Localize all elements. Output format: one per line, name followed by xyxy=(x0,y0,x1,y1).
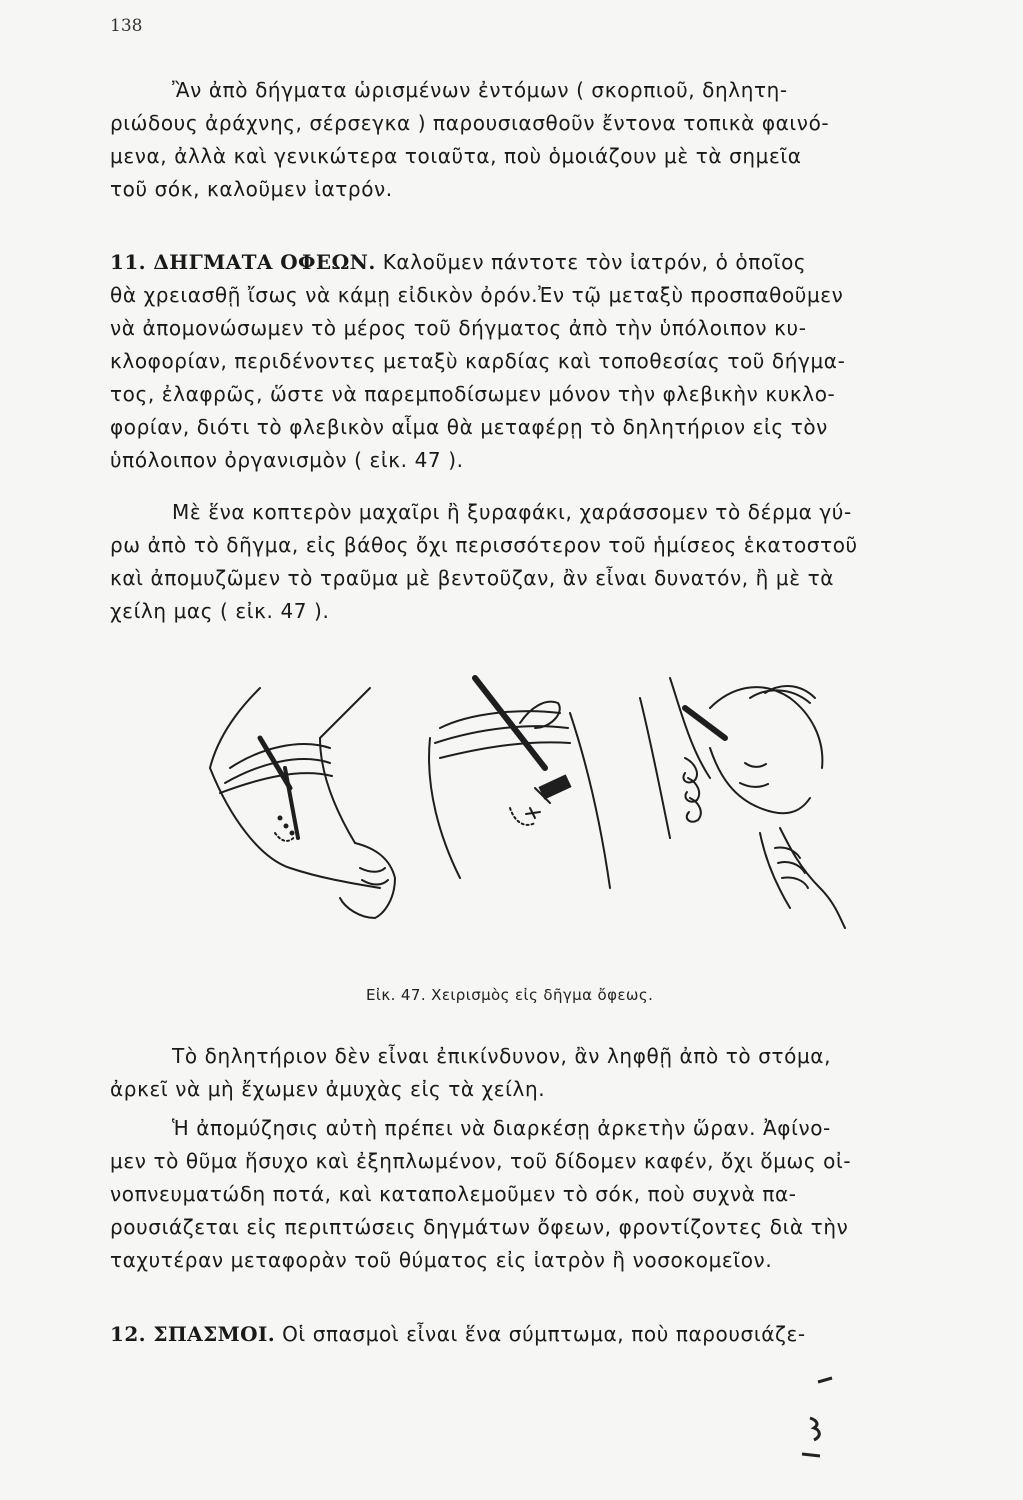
page-number: 138 xyxy=(110,16,143,36)
text-line: ρω ἀπὸ τὸ δῆγμα, εἰς βάθος ὄχι περισσότερον τοῦ ἡμίσεος ἑκατοστοῦ xyxy=(110,533,858,557)
text-line: νὰ ἀπομονώσωμεν τὸ μέρος τοῦ δήγματος ἀπὸ τὴν ὑπόλοιπον κυ- xyxy=(110,316,807,340)
text-line: ὑπόλοιπον ὀργανισμὸν ( εἰκ. 47 ). xyxy=(110,448,464,472)
text-line: ρουσιάζεται εἰς περιπτώσεις δηγμάτων ὄφεων, φροντίζοντες διὰ τὴν xyxy=(110,1215,849,1239)
figure-illustration xyxy=(190,668,890,938)
text-line: μεν τὸ θῦμα ἥσυχο καὶ ἐξηπλωμένον, τοῦ δίδομεν καφέν, ὄχι ὅμως οἰ- xyxy=(110,1149,852,1173)
paragraph-insect-bites xyxy=(110,74,952,206)
text-line: ταχυτέραν μεταφορὰν τοῦ θύματος εἰς ἰατρὸν ἢ νοσοκομεῖον. xyxy=(110,1248,773,1272)
text-line: θὰ χρειασθῇ ἴσως νὰ κάμῃ εἰδικὸν ὀρόν.Ἐν τῷ μεταξὺ προσπαθοῦμεν xyxy=(110,283,844,307)
text-line: Ἂν ἀπὸ δήγματα ὡρισμένων ἐντόμων ( σκορπιοῦ, δηλητη- xyxy=(172,78,788,102)
text-line: Ἡ ἀπομύζησις αὐτὴ πρέπει νὰ διαρκέσῃ ἀρκετὴν ὥραν. Ἀφίνο- xyxy=(172,1116,831,1140)
paragraph-snake-bites xyxy=(110,246,952,477)
suction-drawing xyxy=(640,678,845,928)
text-line: ἀρκεῖ νὰ μὴ ἔχωμεν ἀμυχὰς εἰς τὰ χείλη. xyxy=(110,1077,546,1101)
scan-marks xyxy=(780,1370,900,1470)
text-line: τοῦ σόκ, καλοῦμεν ἰατρόν. xyxy=(110,177,393,201)
text-line: νοπνευματώδη ποτά, καὶ καταπολεμοῦμεν τὸ σόκ, ποὺ συχνὰ πα- xyxy=(110,1182,797,1206)
paragraph-poison-mouth xyxy=(110,1040,952,1106)
text-line: κλοφορίαν, περιδένοντες μεταξὺ καρδίας καὶ τοποθεσίας τοῦ δήγμα- xyxy=(110,349,846,373)
text-line: Τὸ δηλητήριον δὲν εἶναι ἐπικίνδυνον, ἂν ληφθῇ ἀπὸ τὸ στόμα, xyxy=(172,1044,832,1068)
paragraph-suction-duration xyxy=(110,1112,952,1277)
text-line: καὶ ἀπομυζῶμεν τὸ τραῦμα μὲ βεντοῦζαν, ἂν εἶναι δυνατόν, ἢ μὲ τὰ xyxy=(110,566,835,590)
section-heading-spasms: 12. ΣΠΑΣΜΟΙ. xyxy=(110,1322,276,1346)
text-line: Καλοῦμεν πάντοτε τὸν ἰατρόν, ὁ ὁποῖος xyxy=(375,250,807,274)
section-heading-snake-bites: 11. ΔΗΓΜΑΤΑ ΟΦΕΩΝ. xyxy=(110,250,376,274)
paragraph-incision xyxy=(110,496,952,628)
text-line: Οἱ σπασμοὶ εἶναι ἕνα σύμπτωμα, ποὺ παρουσιάζε- xyxy=(275,1322,806,1346)
text-line: μενα, ἀλλὰ καὶ γενικώτερα τοιαῦτα, ποὺ ὁμοιάζουν μὲ τὰ σημεῖα xyxy=(110,144,802,168)
figure-caption: Εἰκ. 47. Χειρισμὸς εἰς δῆγμα ὄφεως. xyxy=(366,986,654,1004)
text-line: τος, ἐλαφρῶς, ὥστε νὰ παρεμποδίσωμεν μόνον τὴν φλεβικὴν κυκλο- xyxy=(110,382,836,406)
text-line: χείλη μας ( εἰκ. 47 ). xyxy=(110,599,330,623)
text-line: Μὲ ἕνα κοπτερὸν μαχαῖρι ἢ ξυραφάκι, χαράσσομεν τὸ δέρμα γύ- xyxy=(172,500,852,524)
text-line: ριώδους ἀράχνης, σέρσεγκα ) παρουσιασθοῦν ἔντονα τοπικὰ φαινό- xyxy=(110,111,830,135)
text-line: φορίαν, διότι τὸ φλεβικὸν αἷμα θὰ μεταφέρῃ τὸ δηλητήριον εἰς τὸν xyxy=(110,415,828,439)
arm-incision-drawing xyxy=(429,678,610,888)
paragraph-spasms xyxy=(110,1318,952,1351)
arm-tourniquet-drawing xyxy=(210,688,395,918)
